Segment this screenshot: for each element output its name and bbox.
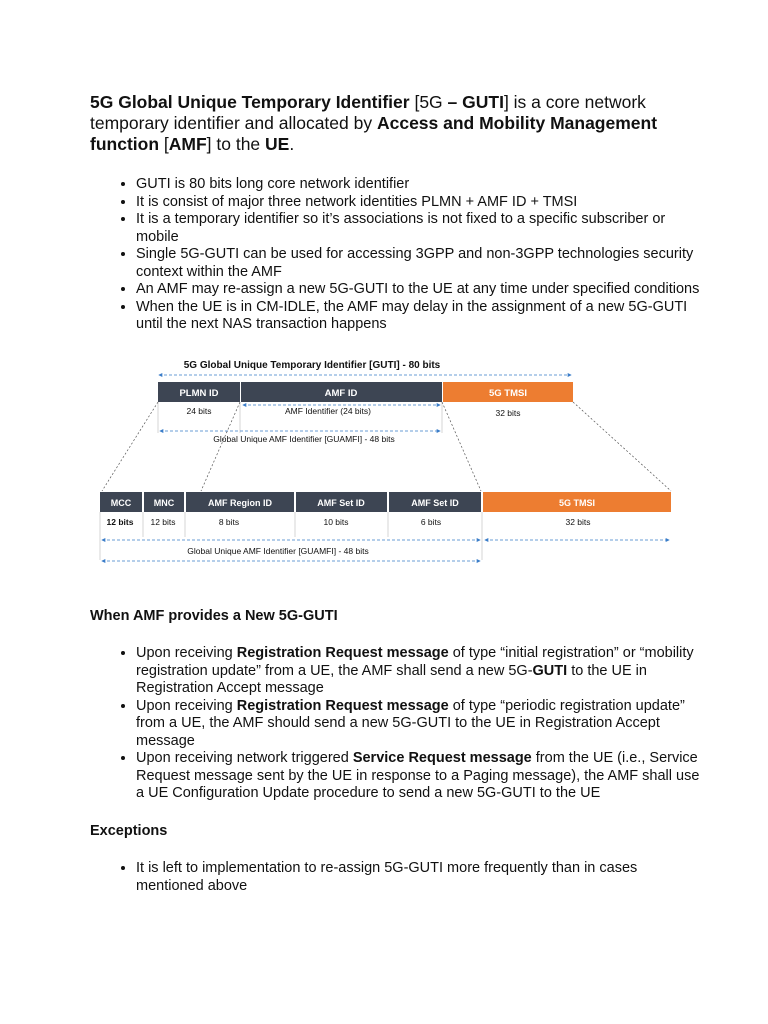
tmsi-bits: 32 bits [495, 408, 521, 418]
amf-set-bits: 10 bits [323, 517, 349, 527]
list-item: • It is a temporary identifier so it’s associations is not fixed to a specific subscriber or mobile [136, 211, 706, 246]
connector-line [442, 402, 481, 491]
amf-region-bits: 8 bits [218, 517, 240, 527]
text: to the UE in Registration Accept message [136, 662, 647, 696]
intro-text: ] to the [206, 134, 266, 154]
list-item: • It is left to implementation to re-assign 5G-GUTI more frequently than in cases mentioned above [136, 860, 706, 895]
amf-bits: AMF Identifier (24 bits) [285, 406, 371, 416]
exceptions-list [116, 860, 706, 895]
list-item: • It is consist of major three network identities PLMN + AMF ID + TMSI [136, 194, 706, 212]
tmsi-bottom-label: 5G TMSI [558, 498, 596, 508]
text: Upon receiving [136, 645, 237, 661]
text: of type “periodic registration update” from a UE, the AMF should send a new 5G-GUTI to the UE in Registration Accept message [136, 697, 685, 749]
text-bold: GUTI [532, 662, 568, 679]
intro-amf: AMF [168, 134, 207, 154]
mnc-label: MNC [153, 498, 175, 508]
list-item [136, 750, 706, 803]
list-item [136, 698, 706, 751]
amf-region-id-label: AMF Region ID [208, 498, 272, 508]
guti-structure-diagram [96, 355, 676, 570]
connector-line [573, 402, 671, 491]
intro-text: [ [159, 134, 169, 154]
tmsi-label: 5G TMSI [488, 388, 528, 399]
intro-text: [5G [409, 92, 448, 112]
text-bold: Registration Request message [236, 697, 449, 714]
intro-text: . [289, 134, 295, 154]
text: from the UE (i.e., Service Request message sent by the UE in response to a Paging message), the AMF shall use a UE Configuration Update procedure to send a new 5G-GUTI to the UE [136, 750, 700, 801]
text: Upon receiving network triggered [136, 750, 353, 766]
list-item [136, 645, 706, 698]
mcc-label: MCC [110, 498, 132, 508]
list-item: • An AMF may re-assign a new 5G-GUTI to the UE at any time under specified conditions [136, 281, 706, 299]
plmn-id-label: PLMN ID [179, 388, 219, 399]
text-bold: Registration Request message [236, 645, 449, 661]
mnc-bits: 12 bits [150, 517, 176, 527]
guamfi-bottom-label: Global Unique AMF Identifier [GUAMFI] - 48 bits [187, 546, 369, 556]
section-heading-exceptions: Exceptions [90, 823, 168, 839]
diagram-title: 5G Global Unique Temporary Identifier [GUTI] - 80 bits [183, 360, 441, 371]
new-guti-cases-list [116, 645, 706, 803]
section-heading-when: When AMF provides a New 5G-GUTI [90, 608, 338, 624]
intro-guti: – GUTI [447, 92, 504, 112]
intro-term: 5G Global Unique Temporary Identifier [90, 92, 410, 112]
tmsi-bottom-bits: 32 bits [565, 517, 591, 527]
text: Upon receiving [136, 697, 237, 714]
intro-ue: UE [265, 134, 290, 154]
amf-set-id-label: AMF Set ID [317, 498, 365, 508]
intro-paragraph [90, 92, 690, 155]
guti-facts-list [116, 176, 706, 334]
mcc-bits: 12 bits [106, 517, 134, 527]
list-item: • GUTI is 80 bits long core network identifier [136, 176, 706, 194]
connector-line [102, 402, 158, 491]
amf-id-label: AMF ID [324, 388, 358, 399]
intro-amf-full: Access and Mobility Management function [90, 113, 658, 154]
list-item: • When the UE is in CM-IDLE, the AMF may delay in the assignment of a new 5G-GUTI until the next NAS transaction happens [136, 299, 706, 334]
amf-pointer-bits: 6 bits [420, 517, 442, 527]
list-item: • Single 5G-GUTI can be used for accessing 3GPP and non-3GPP technologies security context within the AMF [136, 246, 706, 281]
text: of type “initial registration” or “mobility registration update” from a UE, the AMF shall send a new 5G- [136, 645, 694, 679]
intro-text: ] is a core network temporary identifier and allocated by [90, 92, 646, 133]
plmn-bits: 24 bits [186, 406, 212, 416]
text-bold: Service Request message [352, 750, 532, 766]
amf-set-id-label-2: AMF Set ID [411, 498, 459, 508]
guamfi-top-label: Global Unique AMF Identifier [GUAMFI] - 48 bits [213, 434, 395, 444]
